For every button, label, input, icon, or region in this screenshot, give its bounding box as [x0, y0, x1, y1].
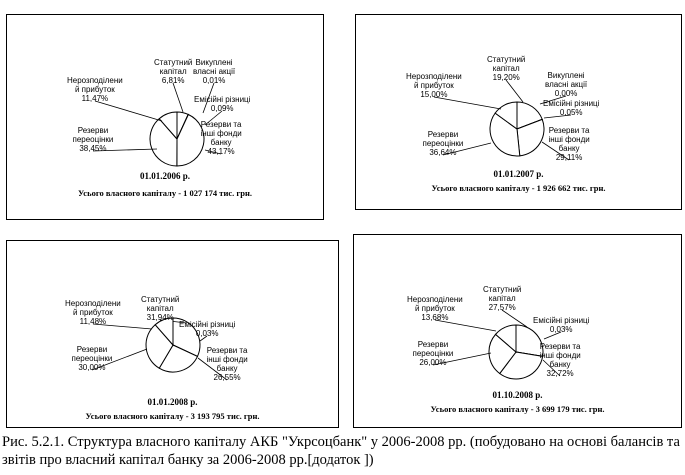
chart-total: Усього власного капіталу - 1 027 174 тис. грн.: [77, 188, 252, 198]
slice-label: Статутний капітал 27,57%: [483, 285, 522, 312]
slice-label: Резерви переоцінки 30,00%: [71, 345, 113, 372]
slice-label: Емісійні різниці 0,09%: [194, 95, 251, 113]
slice-label: Емісійні різниці 0,03%: [533, 316, 590, 334]
chart-total: Усього власного капіталу - 3 699 179 тис. грн.: [430, 404, 605, 414]
chart-date: 01.01.2008 р.: [147, 397, 198, 407]
leader-line: [506, 80, 523, 102]
slice-label: Резерви та інші фонди банку 43,17%: [200, 120, 242, 156]
slice-label: Резерви переоцінки 26,00%: [412, 340, 454, 367]
chart-total: Усього власного капіталу - 1 926 662 тис. грн.: [431, 183, 606, 193]
slice-label: Нерозподілени й прибуток 11,48%: [65, 299, 121, 326]
slice-label: Резерви та інші фонди банку 29,11%: [548, 126, 590, 162]
chart-total: Усього власного капіталу - 3 193 795 тис. грн.: [85, 411, 260, 421]
slice-label: Нерозподілени й прибуток 13,68%: [407, 295, 463, 322]
figure-caption: Рис. 5.2.1. Структура власного капіталу АКБ "Укрсоцбанк" у 2006-2008 рр. (побудовано на основі балансів та звітів про власний капітал банку за 2006-2008 рр.[додаток ]): [2, 434, 680, 468]
slice-label: Статутний капітал 31,94%: [141, 295, 180, 322]
slice-label: Статутний капітал 6,81%: [154, 58, 193, 85]
slice-label: Резерви та інші фонди банку 26,55%: [206, 346, 248, 382]
pie-svg: [356, 15, 681, 209]
pie-chart-2007: [355, 14, 682, 210]
slice-label: Резерви та інші фонди банку 32,72%: [539, 342, 581, 378]
slice-label: Статутний капітал 19,20%: [487, 55, 526, 82]
chart-date: 01.01.2007 р.: [493, 169, 544, 179]
slice-label: Нерозподілени й прибуток 15,00%: [406, 72, 462, 99]
pie-chart-2006: [6, 14, 324, 220]
slice-label: Викуплені власні акції 0,00%: [545, 71, 588, 98]
chart-date: 01.01.2006 р.: [139, 171, 190, 181]
pie-chart-2008: [6, 240, 339, 428]
leader-line: [173, 83, 183, 112]
chart-date: 01.10.2008 р.: [492, 390, 543, 400]
slice-label: Нерозподілени й прибуток 11,47%: [67, 76, 123, 103]
leader-line: [95, 101, 162, 121]
slice-label: Викуплені власні акції 0,01%: [193, 58, 236, 85]
slice-label: Резерви переоцінки 38,45%: [72, 126, 114, 153]
slice-label: Резерви переоцінки 36,64%: [422, 130, 464, 157]
leader-line: [502, 310, 527, 327]
slice-label: Емісійні різниці 0,05%: [543, 99, 600, 117]
slice-label: Емісійні різниці 0,03%: [179, 320, 236, 338]
pie-chart-oct-2008: [353, 234, 682, 428]
